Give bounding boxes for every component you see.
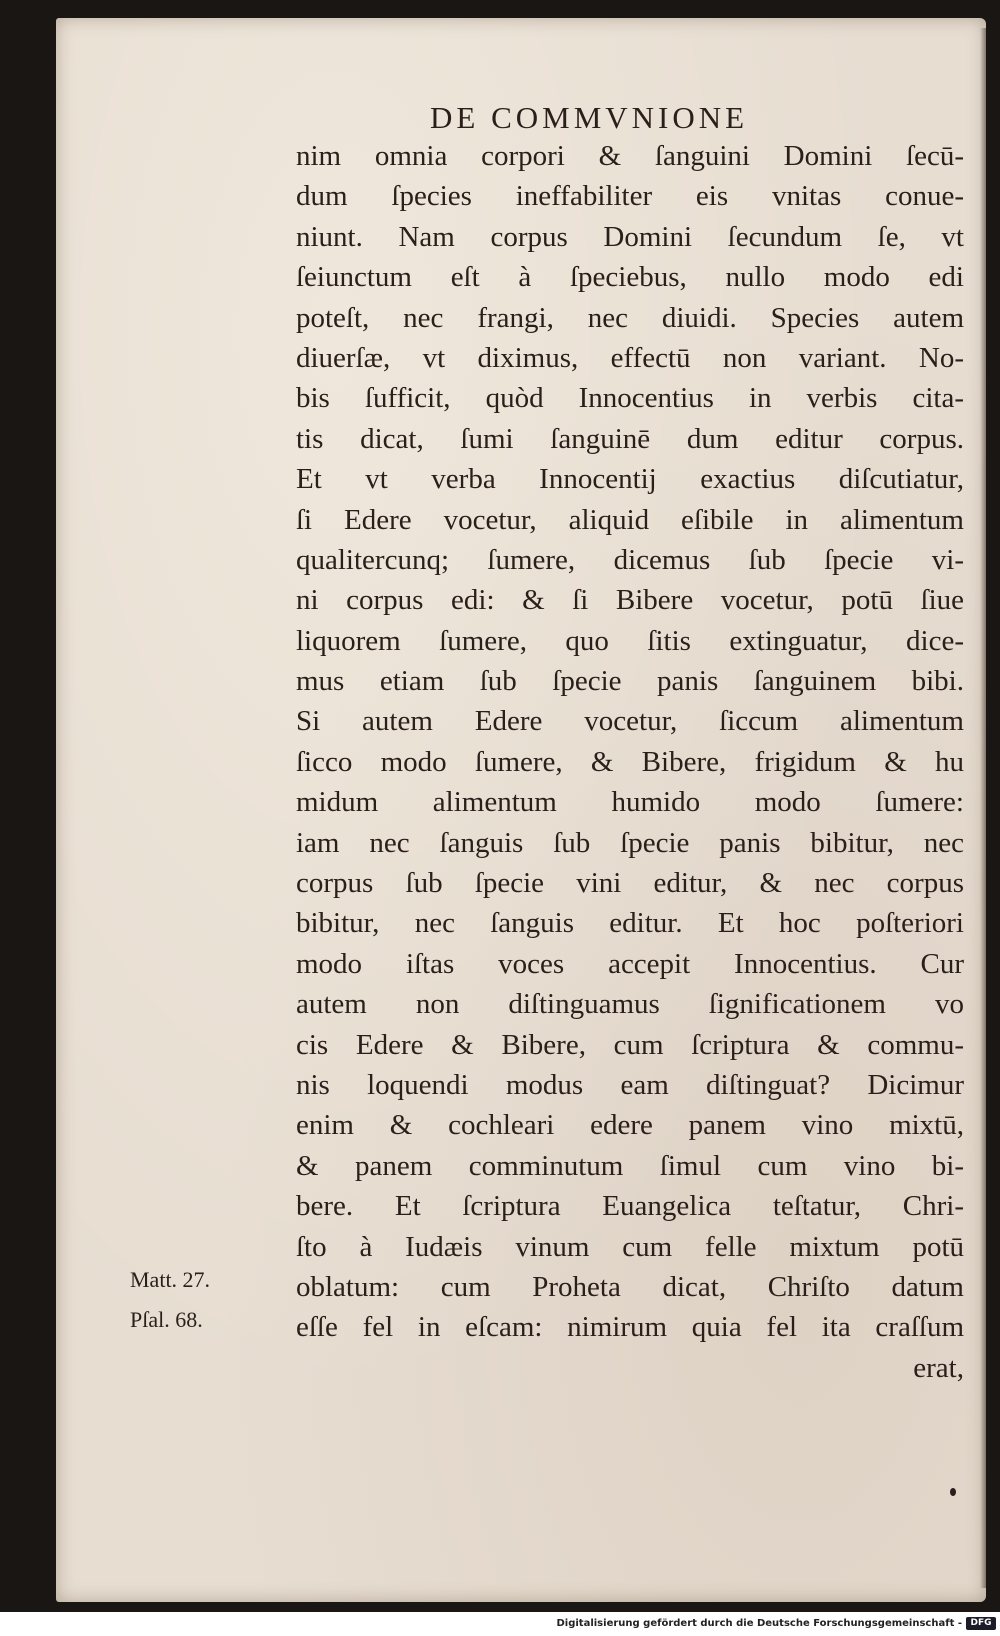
text-line: qualitercunq; ſumere, dicemus ſub ſpecie vi- <box>296 543 964 576</box>
text-line: iam nec ſanguis ſub ſpecie panis bibitur, nec <box>296 826 964 859</box>
text-line: Si autem Edere vocetur, ſiccum alimentum <box>296 705 964 738</box>
body-text <box>296 136 964 1388</box>
text-line: liquorem ſumere, quo ſitis extinguatur, dice- <box>296 624 964 657</box>
page-edge-shadow <box>980 28 986 1588</box>
text-line: mus etiam ſub ſpecie panis ſanguinem bibi. <box>296 665 964 698</box>
text-line: niunt. Nam corpus Domini ſecundum ſe, vt <box>296 220 964 253</box>
margin-note: Matt. 27. <box>130 1267 211 1292</box>
text-line: eſſe fel in eſcam: nimirum quia fel ita craſſum <box>296 1311 964 1344</box>
text-line: modo iſtas voces accepit Innocentius. Cur <box>296 947 964 980</box>
margin-notes <box>130 1260 210 1340</box>
text-line: nim omnia corpori & ſanguini Domini ſecū- <box>296 140 964 172</box>
text-line: nis loquendi modus eam diſtinguat? Dicimur <box>296 1068 964 1101</box>
running-head: DE COMMVNIONE <box>430 100 749 135</box>
text-line: ſeiunctum eſt à ſpeciebus, nullo modo edi <box>296 261 964 294</box>
dfg-logo: DFG <box>966 1617 996 1630</box>
text-line: diuerſæ, vt diximus, effectū non variant. No- <box>296 341 964 374</box>
text-line: dum ſpecies ineffabiliter eis vnitas conue- <box>296 180 964 213</box>
text-line: & panem comminutum ſimul cum vino bi- <box>296 1149 964 1182</box>
ink-mark <box>950 1488 956 1496</box>
text-line: bis ſufficit, quòd Innocentius in verbis cita- <box>296 382 964 415</box>
text-line: ſi Edere vocetur, aliquid eſibile in alimentum <box>296 503 964 536</box>
text-line: ſto à Iudæis vinum cum felle mixtum potū <box>296 1230 964 1263</box>
footer-credit: Digitalisierung gefördert durch die Deutsche Forschungsgemeinschaft - <box>556 1618 962 1629</box>
text-line: poteſt, nec frangi, nec diuidi. Species autem <box>296 301 964 334</box>
text-line: tis dicat, ſumi ſanguinē dum editur corpus. <box>296 422 964 455</box>
margin-note: Pſal. 68. <box>130 1307 203 1332</box>
text-line: ſicco modo ſumere, & Bibere, frigidum & hu <box>296 745 964 778</box>
text-line: oblatum: cum Proheta dicat, Chriſto datum <box>296 1270 964 1303</box>
text-line: Et vt verba Innocentij exactius diſcutiatur, <box>296 463 964 496</box>
text-line: cis Edere & Bibere, cum ſcriptura & commu- <box>296 1028 964 1061</box>
text-line: bibitur, nec ſanguis editur. Et hoc poſteriori <box>296 907 964 940</box>
text-line: midum alimentum humido modo ſumere: <box>296 786 964 819</box>
text-line: erat, <box>913 1351 964 1384</box>
text-line: autem non diſtinguamus ſignificationem vo <box>296 988 964 1021</box>
text-line: ni corpus edi: & ſi Bibere vocetur, potū ſiue <box>296 584 964 617</box>
text-line: corpus ſub ſpecie vini editur, & nec corpus <box>296 867 964 900</box>
text-line: enim & cochleari edere panem vino mixtū, <box>296 1109 964 1142</box>
text-line: bere. Et ſcriptura Euangelica teſtatur, Chri- <box>296 1190 964 1223</box>
